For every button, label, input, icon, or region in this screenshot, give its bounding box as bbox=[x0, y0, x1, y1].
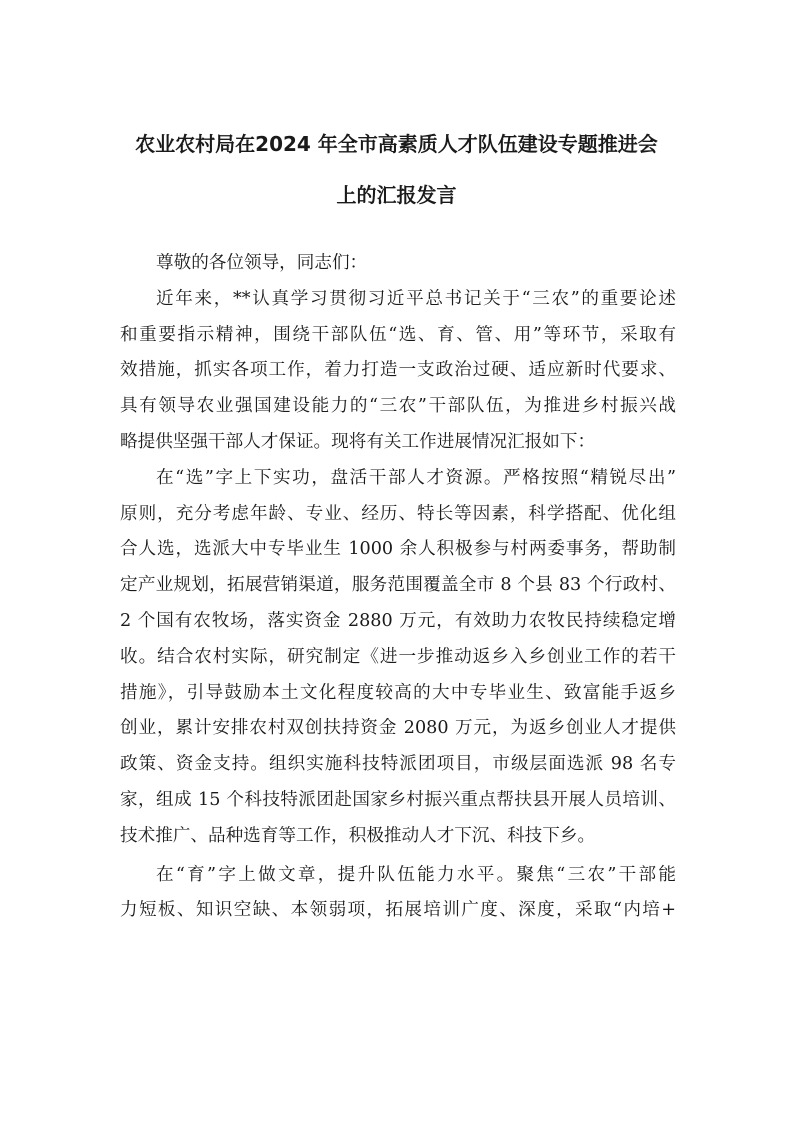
paragraph-line: 略提供坚强干部人才保证。现将有关工作进展情况汇报如下： bbox=[120, 431, 596, 452]
paragraph-line: 近年来，**认真学习贯彻习近平总书记关于“三农”的重要论述 bbox=[156, 288, 676, 309]
paragraph-line: 在“选”字上下实功，盘活干部人才资源。严格按照“精锐尽出” bbox=[156, 467, 676, 488]
document-title-line-1: 农业农村局在2024 年全市高素质人才队伍建设专题推进会 bbox=[135, 132, 658, 156]
paragraph-line: 效措施，抓实各项工作，着力打造一支政治过硬、适应新时代要求、 bbox=[120, 360, 676, 381]
paragraph-line: 在“育”字上做文章，提升队伍能力水平。聚焦“三农”干部能 bbox=[156, 864, 676, 885]
paragraph-line: 力短板、知识空缺、本领弱项，拓展培训广度、深度，采取“内培+ bbox=[120, 900, 676, 921]
paragraph-line: 2 个国有农牧场，落实资金 2880 万元，有效助力农牧民持续稳定增 bbox=[120, 610, 676, 631]
paragraph-line: 措施》，引导鼓励本土文化程度较高的大中专毕业生、致富能手返乡 bbox=[120, 682, 676, 703]
greeting: 尊敬的各位领导，同志们： bbox=[156, 253, 368, 273]
paragraph-line: 定产业规划，拓展营销渠道，服务范围覆盖全市 8 个县 83 个行政村、 bbox=[120, 575, 676, 596]
paragraph-line: 创业，累计安排农村双创扶持资金 2080 万元，为返乡创业人才提供 bbox=[120, 718, 676, 739]
paragraph-2 bbox=[120, 461, 676, 855]
paragraph-line: 政策、资金支持。组织实施科技特派团项目，市级层面选派 98 名专 bbox=[120, 754, 676, 775]
paragraph-line: 家，组成 15 个科技特派团赴国家乡村振兴重点帮扶县开展人员培训、 bbox=[120, 789, 676, 810]
paragraph-line: 具有领导农业强国建设能力的“三农”干部队伍，为推进乡村振兴战 bbox=[120, 396, 676, 417]
paragraph-line: 技术推广、品种选育等工作，积极推动人才下沉、科技下乡。 bbox=[120, 825, 596, 846]
paragraph-line: 合人选，选派大中专毕业生 1000 余人积极参与村两委事务，帮助制 bbox=[120, 539, 676, 560]
document-title-line-2: 上的汇报发言 bbox=[336, 183, 457, 207]
paragraph-1 bbox=[120, 282, 676, 461]
paragraph-line: 收。结合农村实际，研究制定《进一步推动返乡入乡创业工作的若干 bbox=[120, 646, 676, 667]
paragraph-line: 和重要指示精神，围绕干部队伍“选、育、管、用”等环节，采取有 bbox=[120, 324, 676, 345]
document-body bbox=[120, 246, 676, 929]
paragraph-line: 原则，充分考虑年龄、专业、经历、特长等因素，科学搭配、优化组 bbox=[120, 503, 676, 524]
paragraph-3 bbox=[120, 858, 676, 930]
